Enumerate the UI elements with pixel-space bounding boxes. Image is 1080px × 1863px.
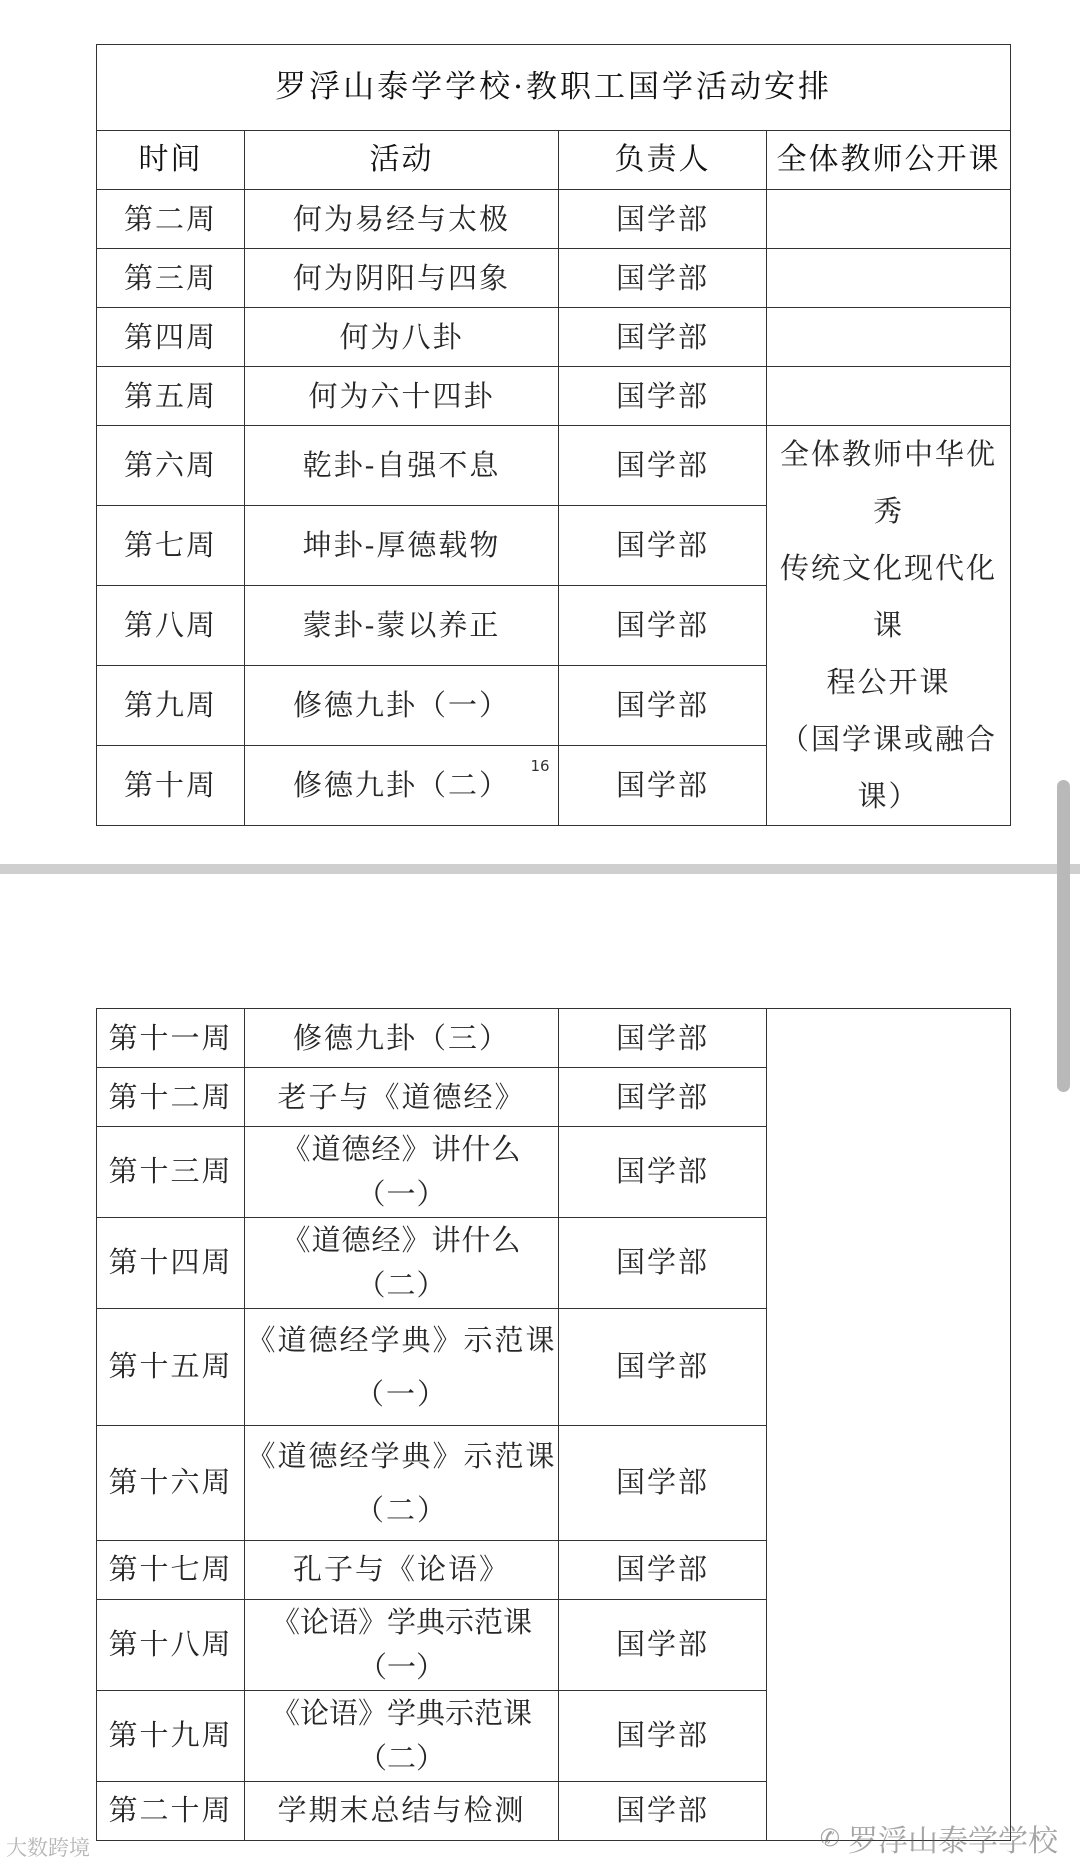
open-class-line: 传统文化现代化课 [780, 551, 998, 642]
week-cell: 第五周 [97, 367, 245, 426]
owner-cell: 国学部 [559, 1690, 767, 1781]
watermark-right-text: 罗浮山泰学学校 [848, 1824, 1058, 1859]
activity-cell: 何为阴阳与四象 [245, 249, 559, 308]
activity-cell: 蒙卦-蒙以养正 [245, 586, 559, 666]
week-cell: 第四周 [97, 308, 245, 367]
activity-cell [245, 1425, 559, 1540]
table-row [97, 249, 1011, 308]
owner-cell: 国学部 [559, 249, 767, 308]
table-title: 罗浮山泰学学校·教职工国学活动安排 [97, 45, 1011, 131]
activity-cell: 《论语》学典示范课（一） [245, 1599, 559, 1690]
table-row [97, 308, 1011, 367]
activity-cell: 何为八卦 [245, 308, 559, 367]
wechat-icon: ✆ [819, 1824, 840, 1852]
week-cell: 第六周 [97, 426, 245, 506]
activity-cell: 修德九卦（一） [245, 666, 559, 746]
open-class-cell [767, 308, 1011, 367]
header-owner: 负责人 [559, 131, 767, 190]
week-cell: 第二十周 [97, 1781, 245, 1840]
open-class-line: 课） [857, 779, 920, 813]
activity-line: 《道德经学典》示范课 [246, 1438, 557, 1473]
week-cell: 第十五周 [97, 1308, 245, 1425]
week-cell: 第三周 [97, 249, 245, 308]
owner-cell: 国学部 [559, 190, 767, 249]
week-cell: 第八周 [97, 586, 245, 666]
header-activity: 活动 [245, 131, 559, 190]
owner-cell: 国学部 [559, 586, 767, 666]
owner-cell: 国学部 [559, 1599, 767, 1690]
open-class-line: （国学课或融合 [780, 722, 998, 756]
watermark-right [820, 1816, 1058, 1860]
scrollbar[interactable] [1057, 780, 1070, 1092]
owner-cell: 国学部 [559, 1068, 767, 1127]
owner-cell: 国学部 [559, 1781, 767, 1840]
activity-cell: 《道德经》讲什么（一） [245, 1127, 559, 1218]
page-divider [0, 864, 1080, 874]
activity-cell: 《论语》学典示范课（二） [245, 1690, 559, 1781]
open-class-merged-cell [767, 1009, 1011, 1841]
activity-cell: 修德九卦（二） [245, 746, 559, 826]
header-open-class: 全体教师公开课 [767, 131, 1011, 190]
header-time: 时间 [97, 131, 245, 190]
owner-cell: 国学部 [559, 746, 767, 826]
open-class-line: 全体教师中华优秀 [780, 437, 998, 528]
owner-cell: 国学部 [559, 666, 767, 746]
week-cell: 第七周 [97, 506, 245, 586]
owner-cell: 国学部 [559, 426, 767, 506]
open-class-cell [767, 190, 1011, 249]
week-cell: 第十三周 [97, 1127, 245, 1218]
watermark-left: 大数跨境 [6, 1836, 90, 1860]
page-number: 16 [530, 757, 550, 775]
week-cell: 第二周 [97, 190, 245, 249]
activity-cell: 何为易经与太极 [245, 190, 559, 249]
activity-cell [245, 1308, 559, 1425]
owner-cell: 国学部 [559, 1217, 767, 1308]
week-cell: 第十二周 [97, 1068, 245, 1127]
activity-line: 《道德经学典》示范课 [246, 1322, 557, 1357]
owner-cell: 国学部 [559, 308, 767, 367]
open-class-cell [767, 367, 1011, 426]
activity-cell: 乾卦-自强不息 [245, 426, 559, 506]
week-cell: 第十九周 [97, 1690, 245, 1781]
activity-cell: 学期末总结与检测 [245, 1781, 559, 1840]
owner-cell: 国学部 [559, 1009, 767, 1068]
activity-cell: 修德九卦（三） [245, 1009, 559, 1068]
owner-cell: 国学部 [559, 367, 767, 426]
activity-line: （一） [354, 1376, 448, 1411]
activity-cell: 孔子与《论语》 [245, 1540, 559, 1599]
activity-cell: 《道德经》讲什么（二） [245, 1217, 559, 1308]
owner-cell: 国学部 [559, 1308, 767, 1425]
open-class-cell [767, 249, 1011, 308]
activity-cell: 坤卦-厚德载物 [245, 506, 559, 586]
owner-cell: 国学部 [559, 1425, 767, 1540]
table-row [97, 367, 1011, 426]
schedule-table-bottom [96, 1008, 1011, 1841]
week-cell: 第十一周 [97, 1009, 245, 1068]
week-cell: 第十六周 [97, 1425, 245, 1540]
owner-cell: 国学部 [559, 1127, 767, 1218]
week-cell: 第十七周 [97, 1540, 245, 1599]
table-row [97, 1009, 1011, 1068]
activity-line: （二） [354, 1492, 448, 1527]
open-class-line: 程公开课 [826, 665, 951, 699]
week-cell: 第九周 [97, 666, 245, 746]
week-cell: 第十周 [97, 746, 245, 826]
table-row [97, 426, 1011, 506]
table-row [97, 190, 1011, 249]
schedule-table-top [96, 44, 1011, 826]
week-cell: 第十四周 [97, 1217, 245, 1308]
week-cell: 第十八周 [97, 1599, 245, 1690]
activity-cell: 老子与《道德经》 [245, 1068, 559, 1127]
activity-cell: 何为六十四卦 [245, 367, 559, 426]
owner-cell: 国学部 [559, 1540, 767, 1599]
owner-cell: 国学部 [559, 506, 767, 586]
